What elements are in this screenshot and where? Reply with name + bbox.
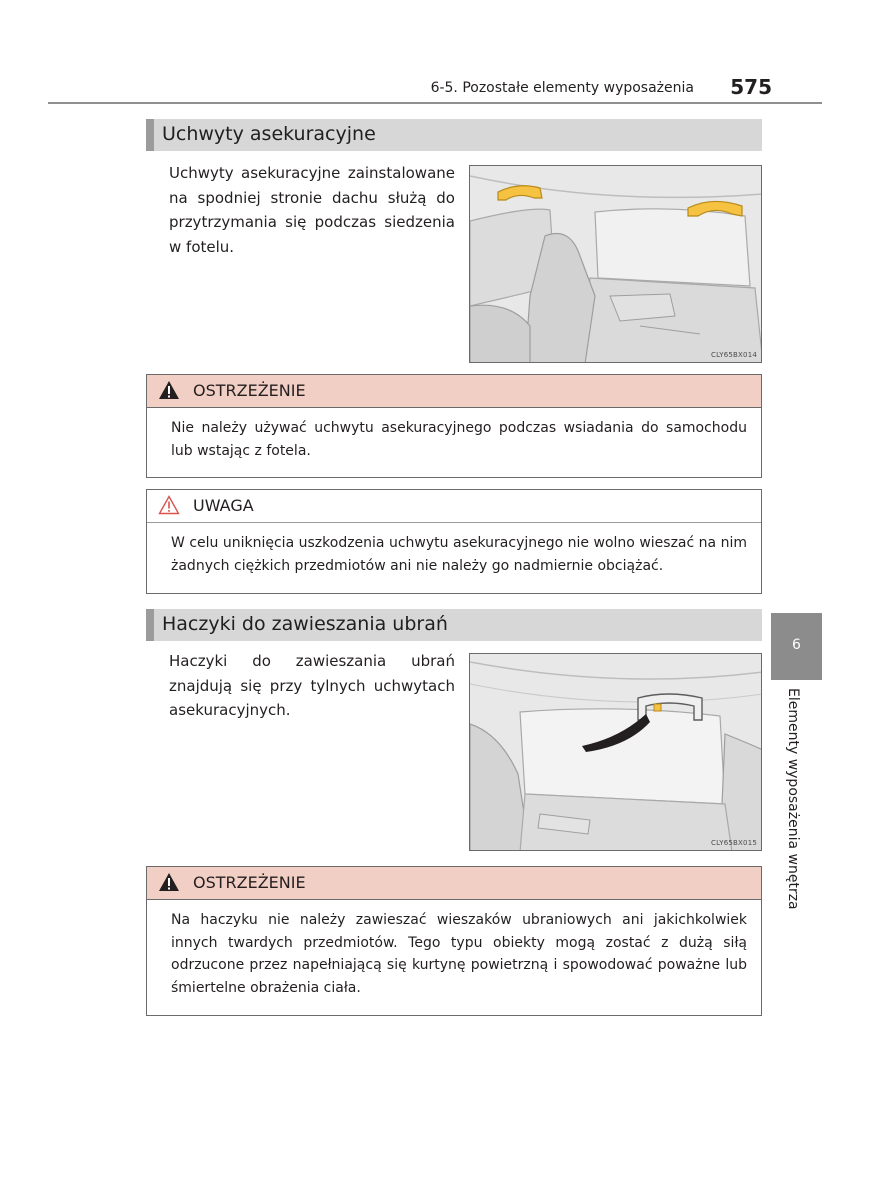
- chapter-tab-number: 6: [792, 637, 801, 653]
- section-heading-assist-grips: [146, 119, 762, 151]
- chapter-side-label: Elementy wyposażenia wnętrza: [785, 688, 801, 910]
- caution-text: W celu uniknięcia uszkodzenia uchwytu asekuracyjnego nie wolno wieszać na nim żadnych ciężkich przedmiotów ani nie należy go nadmiernie obciążać.: [171, 535, 747, 574]
- page-header: [48, 74, 822, 104]
- warning-label: OSTRZEŻENIE: [193, 873, 306, 892]
- chapter-title: 6-5. Pozostałe elementy wyposażenia: [430, 80, 694, 96]
- warning-text: Nie należy używać uchwytu asekuracyjnego podczas wsiadania do samochodu lub wstając z fotela.: [171, 420, 747, 459]
- heading-bar: [146, 609, 154, 641]
- caution-triangle-outline-icon: [158, 495, 180, 515]
- section-heading-text: Haczyki do zawieszania ubrań: [162, 613, 448, 635]
- section-body-text: Uchwyty asekuracyjne zainstalowane na spodniej stronie dachu służą do przytrzymania się podczas siedzenia w fotelu.: [169, 164, 455, 256]
- warning-triangle-filled-icon: [158, 380, 180, 400]
- header-rule: [48, 102, 822, 104]
- warning-text: Na haczyku nie należy zawieszać wieszaków ubraniowych ani jakichkolwiek innych twardych przedmiotów. Tego typu obiekty mogą zostać z dużą siłą odrzucone przez napełniającą się kurtynę powietrzną i spowodować poważne lub śmiertelne obrażenia ciała.: [171, 912, 747, 996]
- caution-box-assist-grip: [146, 489, 762, 594]
- section-heading-text: Uchwyty asekuracyjne: [162, 123, 376, 145]
- figure-code: CLY65BX014: [711, 351, 757, 359]
- figure-code: CLY65BX015: [711, 839, 757, 847]
- heading-bar: [146, 119, 154, 151]
- coat-hook-illustration: [469, 653, 762, 851]
- caution-header: [147, 490, 761, 523]
- car-interior-drawing: [470, 654, 762, 851]
- warning-box-assist-grip: [146, 374, 762, 478]
- warning-header: [147, 375, 761, 408]
- section-heading-coat-hooks: [146, 609, 762, 641]
- warning-box-coat-hook: [146, 866, 762, 1016]
- caution-label: UWAGA: [193, 496, 254, 515]
- warning-header: [147, 867, 761, 900]
- page-number: 575: [730, 75, 772, 99]
- car-interior-drawing: [470, 166, 762, 363]
- section-body-text: Haczyki do zawieszania ubrań znajdują się przy tylnych uchwytach asekuracyjnych.: [169, 652, 455, 719]
- warning-label: OSTRZEŻENIE: [193, 381, 306, 400]
- coat-hook-icon: [654, 704, 661, 711]
- assist-grip-illustration: [469, 165, 762, 363]
- warning-triangle-filled-icon: [158, 872, 180, 892]
- chapter-tab: [771, 613, 822, 680]
